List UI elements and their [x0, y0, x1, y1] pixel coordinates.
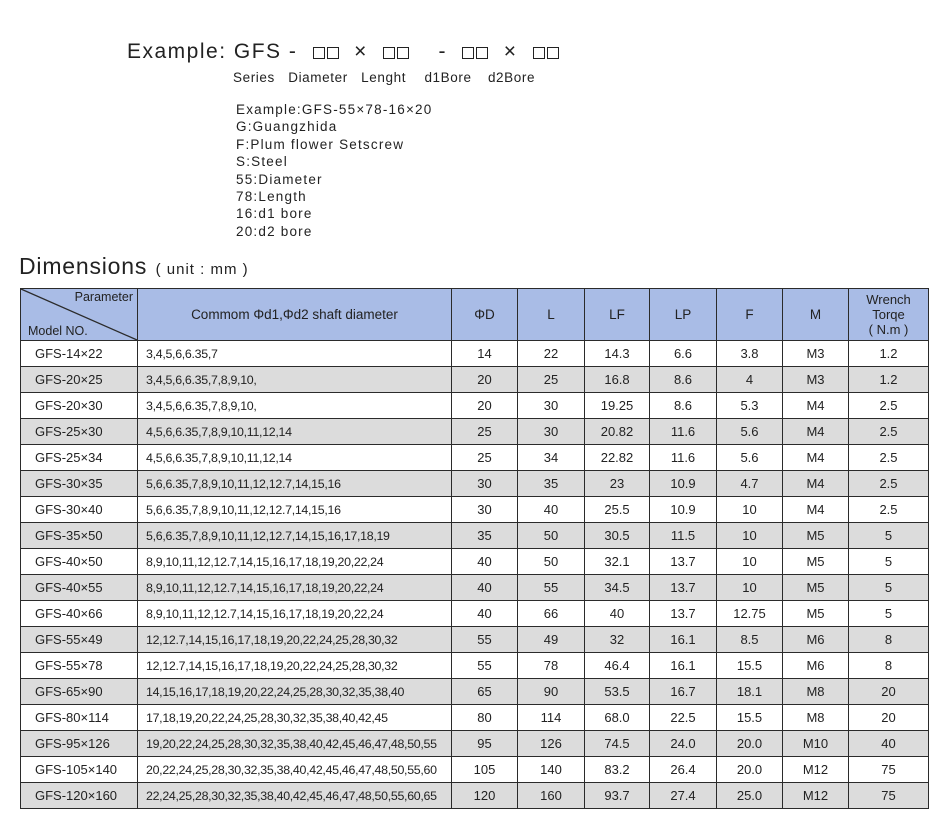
cell-wrench-torque: 1.2	[849, 341, 929, 367]
cell-m: M6	[783, 627, 849, 653]
cell-d: 30	[452, 497, 518, 523]
cell-lp: 22.5	[650, 705, 717, 731]
cell-model: GFS-40×66	[21, 601, 138, 627]
legend-line: G:Guangzhida	[236, 119, 338, 135]
cell-f: 4.7	[717, 471, 783, 497]
cell-l: 55	[518, 575, 585, 601]
cell-f: 12.75	[717, 601, 783, 627]
cell-f: 15.5	[717, 705, 783, 731]
cell-l: 126	[518, 731, 585, 757]
legend-line: 78:Length	[236, 189, 307, 205]
cell-lp: 13.7	[650, 575, 717, 601]
cell-l: 160	[518, 783, 585, 809]
cell-wrench-torque: 5	[849, 523, 929, 549]
cell-lp: 16.1	[650, 653, 717, 679]
cell-shaft-diameter: 5,6,6.35,7,8,9,10,11,12,12.7,14,15,16	[138, 471, 452, 497]
header-torque-line: Torqe	[872, 307, 905, 322]
cell-l: 66	[518, 601, 585, 627]
example-sep-3: ×	[503, 40, 518, 63]
cell-f: 5.3	[717, 393, 783, 419]
cell-shaft-diameter: 8,9,10,11,12,12.7,14,15,16,17,18,19,20,22,24	[138, 575, 452, 601]
dimensions-title: Dimensions	[19, 253, 148, 279]
cell-l: 50	[518, 549, 585, 575]
cell-lf: 23	[585, 471, 650, 497]
cell-lf: 16.8	[585, 367, 650, 393]
cell-model: GFS-40×55	[21, 575, 138, 601]
cell-lf: 19.25	[585, 393, 650, 419]
cell-f: 10	[717, 523, 783, 549]
cell-lp: 26.4	[650, 757, 717, 783]
cell-l: 50	[518, 523, 585, 549]
table-row	[21, 471, 929, 497]
cell-lf: 14.3	[585, 341, 650, 367]
legend-line: 20:d2 bore	[236, 223, 313, 239]
cell-l: 90	[518, 679, 585, 705]
cell-wrench-torque: 40	[849, 731, 929, 757]
table-row	[21, 419, 929, 445]
cell-model: GFS-95×126	[21, 731, 138, 757]
cell-shaft-diameter: 22,24,25,28,30,32,35,38,40,42,45,46,47,48,50,55,60,65	[138, 783, 452, 809]
cell-d: 20	[452, 367, 518, 393]
cell-wrench-torque: 5	[849, 601, 929, 627]
cell-wrench-torque: 5	[849, 549, 929, 575]
cell-lf: 32.1	[585, 549, 650, 575]
cell-shaft-diameter: 3,4,5,6,6.35,7,8,9,10,	[138, 393, 452, 419]
cell-m: M8	[783, 705, 849, 731]
cell-model: GFS-80×114	[21, 705, 138, 731]
cell-wrench-torque: 75	[849, 757, 929, 783]
cell-wrench-torque: 8	[849, 653, 929, 679]
table-row	[21, 367, 929, 393]
table-row	[21, 575, 929, 601]
cell-lp: 10.9	[650, 497, 717, 523]
table-row	[21, 783, 929, 809]
cell-m: M6	[783, 653, 849, 679]
cell-d: 40	[452, 549, 518, 575]
cell-f: 10	[717, 549, 783, 575]
field-label: Series	[233, 70, 275, 85]
cell-m: M12	[783, 757, 849, 783]
cell-lf: 46.4	[585, 653, 650, 679]
header-lf: LF	[585, 289, 650, 341]
header-d: ΦD	[452, 289, 518, 341]
example-sep-1: ×	[354, 40, 368, 63]
cell-shaft-diameter: 4,5,6,6.35,7,8,9,10,11,12,14	[138, 445, 452, 471]
header-parameter-model	[21, 289, 138, 341]
header-lp: LP	[650, 289, 717, 341]
legend-line: 16:d1 bore	[236, 206, 313, 222]
cell-l: 25	[518, 367, 585, 393]
cell-model: GFS-55×78	[21, 653, 138, 679]
placeholder-boxes-icon	[462, 40, 490, 64]
cell-d: 55	[452, 653, 518, 679]
cell-model: GFS-40×50	[21, 549, 138, 575]
cell-wrench-torque: 8	[849, 627, 929, 653]
cell-model: GFS-14×22	[21, 341, 138, 367]
cell-m: M4	[783, 393, 849, 419]
field-label: Diameter	[288, 70, 348, 85]
cell-shaft-diameter: 8,9,10,11,12,12.7,14,15,16,17,18,19,20,22,24	[138, 549, 452, 575]
header-l: L	[518, 289, 585, 341]
cell-lp: 8.6	[650, 367, 717, 393]
cell-model: GFS-30×35	[21, 471, 138, 497]
table-header-row	[21, 289, 929, 341]
cell-lf: 20.82	[585, 419, 650, 445]
example-sep-2: -	[438, 40, 448, 63]
cell-shaft-diameter: 12,12.7,14,15,16,17,18,19,20,22,24,25,28,30,32	[138, 653, 452, 679]
cell-m: M3	[783, 367, 849, 393]
cell-wrench-torque: 75	[849, 783, 929, 809]
cell-m: M5	[783, 523, 849, 549]
example-prefix: Example: GFS -	[127, 40, 298, 63]
cell-model: GFS-20×30	[21, 393, 138, 419]
legend-line: 55:Diameter	[236, 171, 323, 187]
cell-m: M4	[783, 419, 849, 445]
table-row	[21, 393, 929, 419]
cell-model: GFS-25×34	[21, 445, 138, 471]
cell-model: GFS-20×25	[21, 367, 138, 393]
cell-lf: 34.5	[585, 575, 650, 601]
table-row	[21, 549, 929, 575]
cell-m: M5	[783, 549, 849, 575]
cell-d: 20	[452, 393, 518, 419]
cell-lf: 74.5	[585, 731, 650, 757]
cell-l: 40	[518, 497, 585, 523]
cell-wrench-torque: 2.5	[849, 393, 929, 419]
table-row	[21, 731, 929, 757]
cell-model: GFS-30×40	[21, 497, 138, 523]
cell-model: GFS-105×140	[21, 757, 138, 783]
header-torque-line: ( N.m )	[868, 322, 909, 337]
cell-shaft-diameter: 5,6,6.35,7,8,9,10,11,12,12.7,14,15,16,17,18,19	[138, 523, 452, 549]
cell-lp: 27.4	[650, 783, 717, 809]
cell-m: M5	[783, 575, 849, 601]
cell-lp: 13.7	[650, 549, 717, 575]
cell-lf: 30.5	[585, 523, 650, 549]
cell-f: 8.5	[717, 627, 783, 653]
header-wrench-torque	[849, 289, 929, 341]
header-m: M	[783, 289, 849, 341]
cell-shaft-diameter: 8,9,10,11,12,12.7,14,15,16,17,18,19,20,22,24	[138, 601, 452, 627]
cell-l: 78	[518, 653, 585, 679]
cell-f: 20.0	[717, 731, 783, 757]
cell-d: 14	[452, 341, 518, 367]
table-row	[21, 757, 929, 783]
cell-m: M4	[783, 445, 849, 471]
placeholder-boxes-icon	[313, 40, 341, 64]
cell-m: M8	[783, 679, 849, 705]
cell-wrench-torque: 2.5	[849, 445, 929, 471]
cell-l: 140	[518, 757, 585, 783]
legend-line: S:Steel	[236, 154, 288, 170]
cell-f: 4	[717, 367, 783, 393]
dimensions-table	[20, 288, 929, 809]
cell-wrench-torque: 20	[849, 679, 929, 705]
cell-shaft-diameter: 14,15,16,17,18,19,20,22,24,25,28,30,32,35,38,40	[138, 679, 452, 705]
cell-lf: 40	[585, 601, 650, 627]
cell-lp: 16.1	[650, 627, 717, 653]
cell-l: 34	[518, 445, 585, 471]
cell-lp: 6.6	[650, 341, 717, 367]
header-f: F	[717, 289, 783, 341]
cell-m: M5	[783, 601, 849, 627]
cell-d: 105	[452, 757, 518, 783]
cell-shaft-diameter: 20,22,24,25,28,30,32,35,38,40,42,45,46,47,48,50,55,60	[138, 757, 452, 783]
table-row	[21, 341, 929, 367]
cell-lp: 10.9	[650, 471, 717, 497]
cell-wrench-torque: 1.2	[849, 367, 929, 393]
table-row	[21, 627, 929, 653]
cell-m: M4	[783, 471, 849, 497]
cell-l: 35	[518, 471, 585, 497]
table-row	[21, 601, 929, 627]
cell-lp: 8.6	[650, 393, 717, 419]
cell-model: GFS-25×30	[21, 419, 138, 445]
cell-l: 30	[518, 393, 585, 419]
cell-d: 40	[452, 575, 518, 601]
example-field-labels	[233, 70, 544, 85]
cell-l: 22	[518, 341, 585, 367]
cell-lp: 11.6	[650, 419, 717, 445]
cell-d: 55	[452, 627, 518, 653]
placeholder-boxes-icon	[533, 40, 561, 64]
cell-m: M12	[783, 783, 849, 809]
table-row	[21, 653, 929, 679]
cell-wrench-torque: 2.5	[849, 471, 929, 497]
cell-d: 40	[452, 601, 518, 627]
cell-f: 10	[717, 575, 783, 601]
code-legend	[236, 101, 432, 240]
cell-model: GFS-55×49	[21, 627, 138, 653]
cell-f: 15.5	[717, 653, 783, 679]
cell-shaft-diameter: 4,5,6,6.35,7,8,9,10,11,12,14	[138, 419, 452, 445]
cell-shaft-diameter: 12,12.7,14,15,16,17,18,19,20,22,24,25,28,30,32	[138, 627, 452, 653]
cell-shaft-diameter: 3,4,5,6,6.35,7,8,9,10,	[138, 367, 452, 393]
table-row	[21, 445, 929, 471]
header-model: Model NO.	[28, 324, 88, 338]
cell-d: 30	[452, 471, 518, 497]
cell-m: M3	[783, 341, 849, 367]
cell-f: 25.0	[717, 783, 783, 809]
cell-lp: 13.7	[650, 601, 717, 627]
table-row	[21, 497, 929, 523]
header-shaft-diameter: Commom Φd1,Φd2 shaft diameter	[138, 289, 452, 341]
field-label: d2Bore	[487, 70, 536, 85]
cell-l: 30	[518, 419, 585, 445]
table-row	[21, 523, 929, 549]
cell-lp: 24.0	[650, 731, 717, 757]
cell-f: 18.1	[717, 679, 783, 705]
cell-lf: 53.5	[585, 679, 650, 705]
cell-wrench-torque: 20	[849, 705, 929, 731]
dimensions-unit: ( unit : mm )	[155, 261, 249, 278]
cell-d: 120	[452, 783, 518, 809]
cell-d: 25	[452, 419, 518, 445]
cell-m: M4	[783, 497, 849, 523]
example-format	[127, 40, 567, 64]
cell-wrench-torque: 2.5	[849, 419, 929, 445]
cell-model: GFS-35×50	[21, 523, 138, 549]
cell-f: 10	[717, 497, 783, 523]
cell-f: 20.0	[717, 757, 783, 783]
legend-line: Example:GFS-55×78-16×20	[236, 102, 433, 117]
cell-m: M10	[783, 731, 849, 757]
cell-f: 5.6	[717, 445, 783, 471]
table-row	[21, 679, 929, 705]
cell-lp: 16.7	[650, 679, 717, 705]
cell-l: 49	[518, 627, 585, 653]
cell-model: GFS-65×90	[21, 679, 138, 705]
cell-shaft-diameter: 19,20,22,24,25,28,30,32,35,38,40,42,45,46,47,48,50,55	[138, 731, 452, 757]
cell-wrench-torque: 2.5	[849, 497, 929, 523]
dimensions-heading	[19, 253, 249, 280]
cell-d: 65	[452, 679, 518, 705]
field-label: d1Bore	[424, 70, 472, 85]
cell-shaft-diameter: 3,4,5,6,6.35,7	[138, 341, 452, 367]
cell-shaft-diameter: 5,6,6.35,7,8,9,10,11,12,12.7,14,15,16	[138, 497, 452, 523]
header-torque-line: Wrench	[866, 292, 911, 307]
field-label: Lenght	[361, 70, 407, 85]
cell-lf: 93.7	[585, 783, 650, 809]
cell-shaft-diameter: 17,18,19,20,22,24,25,28,30,32,35,38,40,42,45	[138, 705, 452, 731]
cell-lf: 22.82	[585, 445, 650, 471]
cell-f: 3.8	[717, 341, 783, 367]
table-row	[21, 705, 929, 731]
header-parameter: Parameter	[74, 290, 133, 304]
cell-lf: 25.5	[585, 497, 650, 523]
cell-l: 114	[518, 705, 585, 731]
cell-lf: 68.0	[585, 705, 650, 731]
cell-d: 25	[452, 445, 518, 471]
cell-d: 35	[452, 523, 518, 549]
cell-d: 95	[452, 731, 518, 757]
cell-lp: 11.5	[650, 523, 717, 549]
cell-f: 5.6	[717, 419, 783, 445]
cell-d: 80	[452, 705, 518, 731]
legend-line: F:Plum flower Setscrew	[236, 136, 405, 152]
table-body	[21, 341, 929, 809]
cell-lf: 32	[585, 627, 650, 653]
cell-model: GFS-120×160	[21, 783, 138, 809]
placeholder-boxes-icon	[383, 40, 411, 64]
cell-wrench-torque: 5	[849, 575, 929, 601]
cell-lp: 11.6	[650, 445, 717, 471]
cell-lf: 83.2	[585, 757, 650, 783]
